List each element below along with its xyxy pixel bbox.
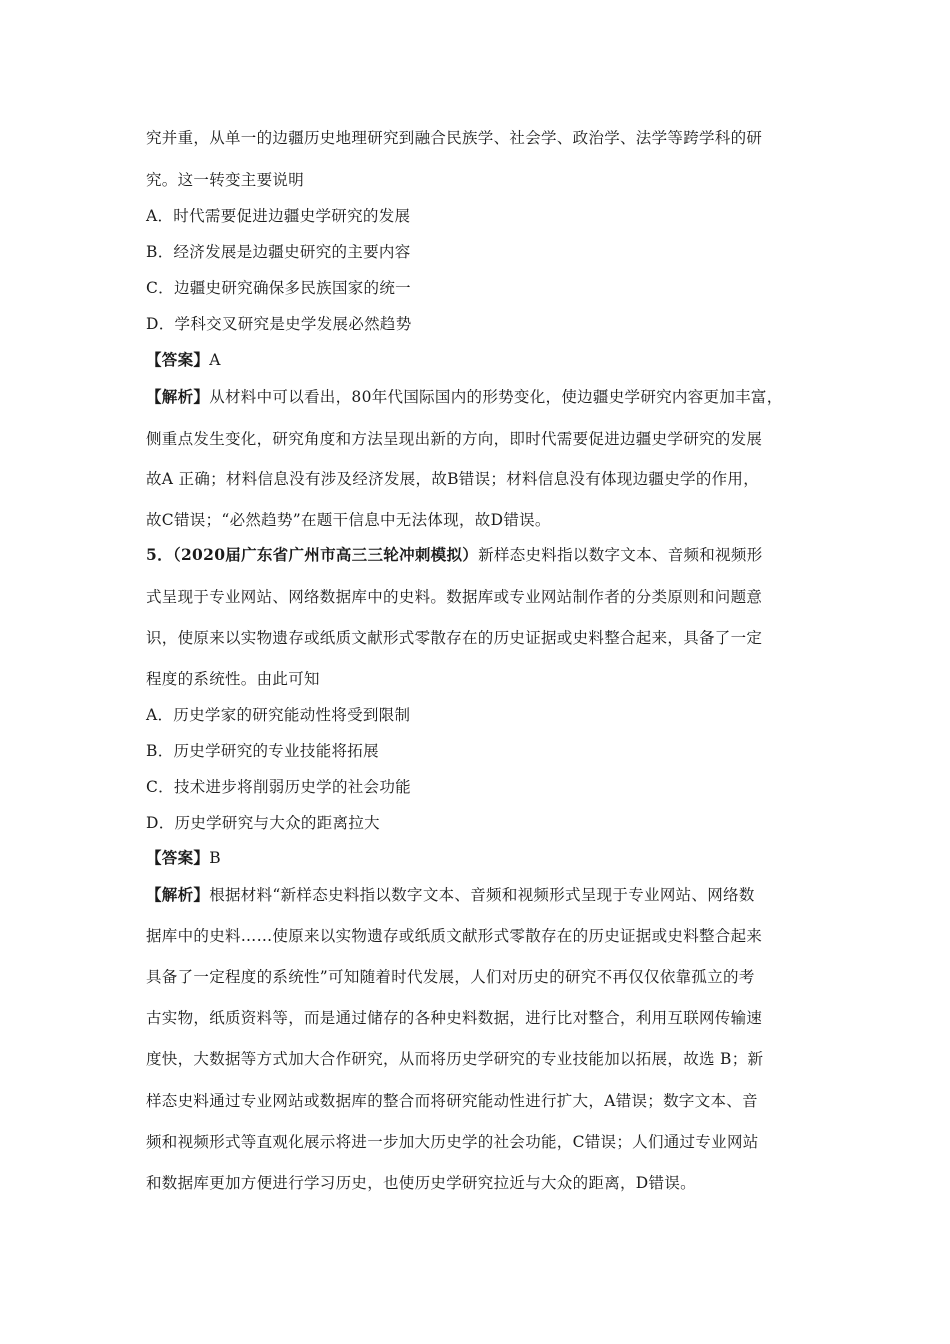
- q4-analysis-line-4: 故C错误；“必然趋势”在题干信息中无法体现，故D错误。: [146, 511, 551, 529]
- q5-stem-first: 新样态史料指以数字文本、音频和视频形: [478, 546, 763, 564]
- q5-option-c: C．技术进步将削弱历史学的社会功能: [146, 778, 411, 796]
- q4-answer: [146, 350, 221, 370]
- q5-analysis-line-4: 古实物，纸质资料等，而是通过储存的各种史料数据，进行比对整合，利用互联网传输速: [146, 1009, 763, 1027]
- q4-answer-label: 【答案】: [146, 350, 210, 369]
- q5-answer-value: B: [209, 849, 221, 867]
- q5-analysis-line-2: 据库中的史料……使原来以实物遗存或纸质文献形式零散存在的历史证据或史料整合起来: [146, 927, 763, 945]
- q5-stem-line-2: 式呈现于专业网站、网络数据库中的史料。数据库或专业网站制作者的分类原则和问题意: [146, 588, 763, 606]
- q4-answer-value: A: [209, 351, 221, 369]
- q5-analysis-line-1: [146, 885, 755, 905]
- q4-analysis-label: 【解析】: [146, 387, 210, 406]
- q4-stem-line-2: 究。这一转变主要说明: [146, 171, 305, 189]
- q5-option-b: B．历史学研究的专业技能将拓展: [146, 742, 379, 760]
- q5-option-a: A．历史学家的研究能动性将受到限制: [146, 706, 411, 724]
- q5-stem-line-1: [146, 545, 763, 565]
- q4-analysis-line-1: [146, 387, 783, 407]
- q5-analysis-line-7: 频和视频形式等直观化展示将进一步加大历史学的社会功能，C错误；人们通过专业网站: [146, 1133, 759, 1151]
- q4-analysis-line-2: 侧重点发生变化，研究角度和方法呈现出新的方向，即时代需要促进边疆史学研究的发展: [146, 430, 763, 448]
- q4-analysis-first: 从材料中可以看出，80年代国际国内的形势变化，使边疆史学研究内容更加丰富，: [209, 388, 783, 406]
- q4-option-c: C．边疆史研究确保多民族国家的统一: [146, 279, 411, 297]
- q4-option-d: D．学科交叉研究是史学发展必然趋势: [146, 315, 412, 333]
- q5-source: （2020届广东省广州市高三三轮冲刺模拟）: [172, 545, 479, 564]
- q5-answer-label: 【答案】: [146, 848, 210, 867]
- q5-analysis-line-3: 具备了一定程度的系统性”可知随着时代发展，人们对历史的研究不再仅仅依靠孤立的考: [146, 968, 755, 986]
- q5-number: 5．: [146, 545, 173, 564]
- q5-analysis-line-6: 样态史料通过专业网站或数据库的整合而将研究能动性进行扩大，A错误；数字文本、音: [146, 1092, 758, 1110]
- q5-option-d: D．历史学研究与大众的距离拉大: [146, 814, 380, 832]
- q4-analysis-line-3: 故A 正确；材料信息没有涉及经济发展，故B错误；材料信息没有体现边疆史学的作用，: [146, 470, 760, 488]
- q4-option-b: B．经济发展是边疆史研究的主要内容: [146, 243, 411, 261]
- q4-stem-line-1: 究并重，从单一的边疆历史地理研究到融合民族学、社会学、政治学、法学等跨学科的研: [146, 129, 763, 147]
- q5-analysis-label: 【解析】: [146, 885, 210, 904]
- q5-stem-line-3: 识，使原来以实物遗存或纸质文献形式零散存在的历史证据或史料整合起来，具备了一定: [146, 629, 763, 647]
- q5-answer: [146, 848, 221, 868]
- q5-analysis-line-8: 和数据库更加方便进行学习历史，也使历史学研究拉近与大众的距离，D错误。: [146, 1174, 696, 1192]
- q5-stem-line-4: 程度的系统性。由此可知: [146, 670, 320, 688]
- q4-option-a: A．时代需要促进边疆史学研究的发展: [146, 207, 411, 225]
- q5-analysis-line-5: 度快，大数据等方式加大合作研究，从而将历史学研究的专业技能加以拓展，故选 B；新: [146, 1050, 764, 1068]
- q5-analysis-first: 根据材料“新样态史料指以数字文本、音频和视频形式呈现于专业网站、网络数: [209, 886, 755, 904]
